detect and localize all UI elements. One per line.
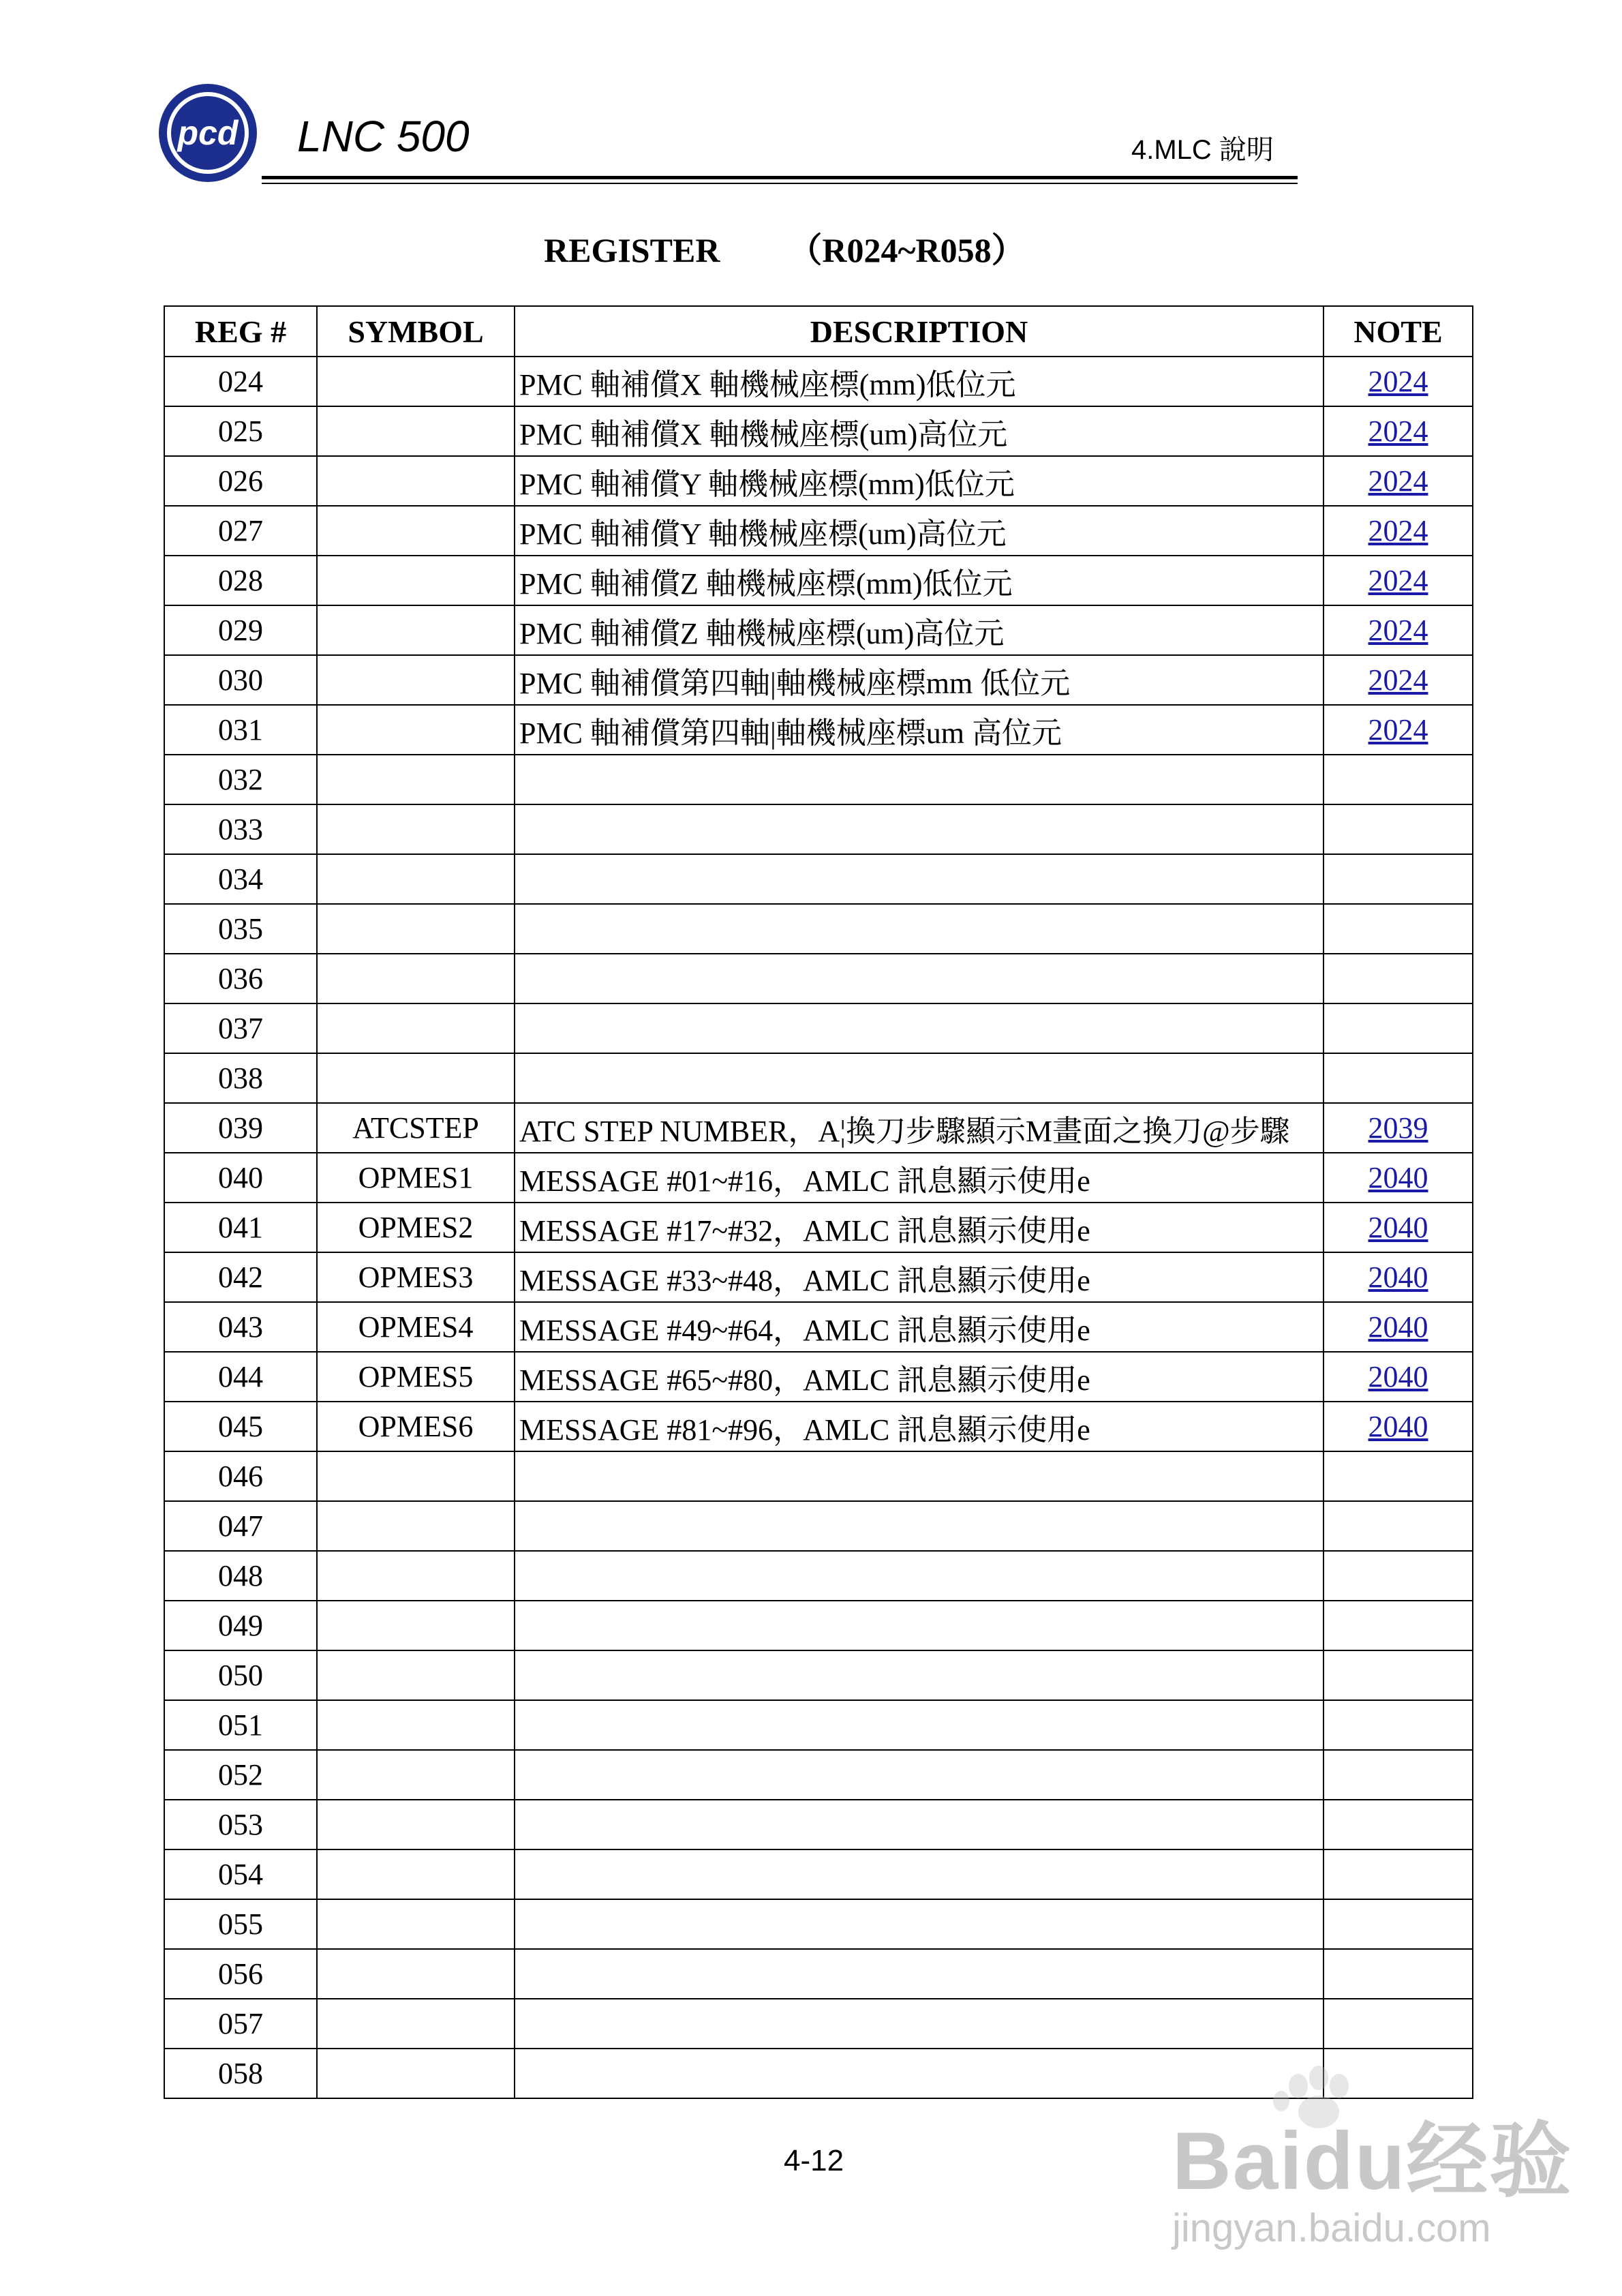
symbol-cell: OPMES5 <box>317 1352 515 1402</box>
table-body <box>164 357 1473 2098</box>
symbol-cell: OPMES2 <box>317 1203 515 1252</box>
reg-number-cell: 048 <box>164 1551 317 1601</box>
table-row <box>164 1103 1473 1153</box>
note-cell <box>1323 854 1473 904</box>
header-description: DESCRIPTION <box>515 306 1323 357</box>
note-cell <box>1323 705 1473 755</box>
reg-number-cell: 038 <box>164 1053 317 1103</box>
reg-number-cell: 026 <box>164 456 317 506</box>
note-cell <box>1323 1650 1473 1700</box>
description-cell: PMC 軸補償X 軸機械座標(um)高位元 <box>515 406 1323 456</box>
note-cell <box>1323 1153 1473 1203</box>
table-row <box>164 1153 1473 1203</box>
symbol-cell <box>317 755 515 804</box>
description-cell <box>515 804 1323 854</box>
table-row <box>164 1203 1473 1252</box>
note-cell <box>1323 406 1473 456</box>
description-cell: PMC 軸補償Z 軸機械座標(mm)低位元 <box>515 556 1323 605</box>
symbol-cell <box>317 1650 515 1700</box>
reg-number-cell: 036 <box>164 954 317 1003</box>
symbol-cell <box>317 854 515 904</box>
note-cell <box>1323 556 1473 605</box>
note-link[interactable]: 2024 <box>1368 663 1428 697</box>
symbol-cell <box>317 1601 515 1650</box>
note-cell <box>1323 605 1473 655</box>
note-cell <box>1323 1451 1473 1501</box>
reg-number-cell: 033 <box>164 804 317 854</box>
table-row <box>164 1352 1473 1402</box>
header-reg: REG # <box>164 306 317 357</box>
logo-text: pcd <box>177 114 239 152</box>
note-link[interactable]: 2024 <box>1368 514 1428 547</box>
description-cell: MESSAGE #17~#32，AMLC 訊息顯示使用e <box>515 1203 1323 1252</box>
note-cell <box>1323 1750 1473 1800</box>
note-cell <box>1323 655 1473 705</box>
symbol-cell: ATCSTEP <box>317 1103 515 1153</box>
symbol-cell <box>317 1053 515 1103</box>
table-row <box>164 1849 1473 1899</box>
description-cell: PMC 軸補償第四軸|軸機械座標mm 低位元 <box>515 655 1323 705</box>
description-cell: PMC 軸補償Y 軸機械座標(um)高位元 <box>515 506 1323 556</box>
description-cell <box>515 954 1323 1003</box>
description-cell <box>515 904 1323 954</box>
symbol-cell <box>317 705 515 755</box>
reg-number-cell: 045 <box>164 1402 317 1451</box>
table-row <box>164 357 1473 406</box>
table-row <box>164 556 1473 605</box>
header-note: NOTE <box>1323 306 1473 357</box>
reg-number-cell: 044 <box>164 1352 317 1402</box>
header-rule <box>262 176 1298 179</box>
note-cell <box>1323 1501 1473 1551</box>
symbol-cell <box>317 357 515 406</box>
reg-number-cell: 056 <box>164 1949 317 1999</box>
register-table <box>164 305 1473 2099</box>
reg-number-cell: 029 <box>164 605 317 655</box>
description-cell <box>515 1999 1323 2049</box>
note-cell <box>1323 1053 1473 1103</box>
table-row <box>164 1750 1473 1800</box>
header-symbol: SYMBOL <box>317 306 515 357</box>
symbol-cell <box>317 1999 515 2049</box>
reg-number-cell: 054 <box>164 1849 317 1899</box>
description-cell <box>515 755 1323 804</box>
reg-number-cell: 042 <box>164 1252 317 1302</box>
table-row <box>164 1650 1473 1700</box>
reg-number-cell: 030 <box>164 655 317 705</box>
note-cell <box>1323 954 1473 1003</box>
reg-number-cell: 051 <box>164 1700 317 1750</box>
note-cell <box>1323 1103 1473 1153</box>
table-header-row <box>164 306 1473 357</box>
reg-number-cell: 028 <box>164 556 317 605</box>
note-cell <box>1323 804 1473 854</box>
symbol-cell <box>317 954 515 1003</box>
note-cell <box>1323 1849 1473 1899</box>
note-cell <box>1323 1601 1473 1650</box>
symbol-cell <box>317 506 515 556</box>
description-cell: MESSAGE #81~#96，AMLC 訊息顯示使用e <box>515 1402 1323 1451</box>
reg-number-cell: 047 <box>164 1501 317 1551</box>
symbol-cell <box>317 605 515 655</box>
table-row <box>164 506 1473 556</box>
note-cell <box>1323 1700 1473 1750</box>
reg-number-cell: 040 <box>164 1153 317 1203</box>
note-link[interactable]: 2024 <box>1368 564 1428 597</box>
reg-number-cell: 043 <box>164 1302 317 1352</box>
description-cell: PMC 軸補償X 軸機械座標(mm)低位元 <box>515 357 1323 406</box>
note-cell <box>1323 1203 1473 1252</box>
brand-title: LNC 500 <box>297 112 470 161</box>
page-title: REGISTER （R024~R058） <box>544 231 1026 269</box>
pcd-logo <box>157 82 259 184</box>
table-row <box>164 1003 1473 1053</box>
table-row <box>164 605 1473 655</box>
description-cell: MESSAGE #49~#64，AMLC 訊息顯示使用e <box>515 1302 1323 1352</box>
reg-number-cell: 034 <box>164 854 317 904</box>
description-cell <box>515 1949 1323 1999</box>
table-row <box>164 755 1473 804</box>
note-link[interactable]: 2040 <box>1368 1161 1428 1194</box>
note-link[interactable]: 2040 <box>1368 1360 1428 1393</box>
note-link[interactable]: 2040 <box>1368 1410 1428 1443</box>
description-cell <box>515 1650 1323 1700</box>
reg-number-cell: 050 <box>164 1650 317 1700</box>
symbol-cell <box>317 1849 515 1899</box>
note-link[interactable]: 2024 <box>1368 414 1428 448</box>
chapter-label: 4.MLC 說明 <box>1131 135 1274 165</box>
table-row <box>164 1402 1473 1451</box>
symbol-cell <box>317 1750 515 1800</box>
note-link[interactable]: 2039 <box>1368 1111 1428 1145</box>
table-row <box>164 406 1473 456</box>
description-cell: PMC 軸補償第四軸|軸機械座標um 高位元 <box>515 705 1323 755</box>
symbol-cell <box>317 655 515 705</box>
symbol-cell <box>317 904 515 954</box>
reg-number-cell: 035 <box>164 904 317 954</box>
description-cell: PMC 軸補償Y 軸機械座標(mm)低位元 <box>515 456 1323 506</box>
description-cell: MESSAGE #01~#16，AMLC 訊息顯示使用e <box>515 1153 1323 1203</box>
description-cell <box>515 1451 1323 1501</box>
reg-number-cell: 058 <box>164 2049 317 2098</box>
reg-number-cell: 024 <box>164 357 317 406</box>
table-row <box>164 456 1473 506</box>
reg-number-cell: 041 <box>164 1203 317 1252</box>
table-row <box>164 1053 1473 1103</box>
table-row <box>164 655 1473 705</box>
note-cell <box>1323 755 1473 804</box>
table-row <box>164 1949 1473 1999</box>
symbol-cell <box>317 1949 515 1999</box>
note-link[interactable]: 2040 <box>1368 1211 1428 1244</box>
note-cell <box>1323 1252 1473 1302</box>
description-cell <box>515 1700 1323 1750</box>
description-cell <box>515 1750 1323 1800</box>
symbol-cell <box>317 1003 515 1053</box>
symbol-cell <box>317 1800 515 1849</box>
table-row <box>164 1700 1473 1750</box>
table-row <box>164 854 1473 904</box>
symbol-cell: OPMES4 <box>317 1302 515 1352</box>
symbol-cell <box>317 456 515 506</box>
note-link[interactable]: 2024 <box>1368 365 1428 398</box>
reg-number-cell: 025 <box>164 406 317 456</box>
note-cell <box>1323 456 1473 506</box>
symbol-cell <box>317 2049 515 2098</box>
table-row <box>164 705 1473 755</box>
table-row <box>164 804 1473 854</box>
table-row <box>164 1252 1473 1302</box>
symbol-cell <box>317 1899 515 1949</box>
description-cell: PMC 軸補償Z 軸機械座標(um)高位元 <box>515 605 1323 655</box>
note-cell <box>1323 1949 1473 1999</box>
reg-number-cell: 052 <box>164 1750 317 1800</box>
symbol-cell <box>317 406 515 456</box>
table-row <box>164 1999 1473 2049</box>
note-cell <box>1323 1352 1473 1402</box>
reg-number-cell: 055 <box>164 1899 317 1949</box>
reg-number-cell: 039 <box>164 1103 317 1153</box>
reg-number-cell: 053 <box>164 1800 317 1849</box>
reg-number-cell: 046 <box>164 1451 317 1501</box>
header-rule-thin <box>262 183 1298 184</box>
symbol-cell: OPMES1 <box>317 1153 515 1203</box>
description-cell <box>515 1849 1323 1899</box>
symbol-cell <box>317 1551 515 1601</box>
reg-number-cell: 049 <box>164 1601 317 1650</box>
description-cell <box>515 1899 1323 1949</box>
description-cell <box>515 1501 1323 1551</box>
table-row <box>164 1451 1473 1501</box>
page-number: 4-12 <box>784 2144 844 2177</box>
description-cell <box>515 1800 1323 1849</box>
description-cell: ATC STEP NUMBER，A¦換刀步驟顯示M畫面之換刀@步驟 <box>515 1103 1323 1153</box>
reg-number-cell: 032 <box>164 755 317 804</box>
table-row <box>164 1501 1473 1551</box>
note-link[interactable]: 2024 <box>1368 614 1428 647</box>
note-link[interactable]: 2024 <box>1368 713 1428 746</box>
table-row <box>164 1302 1473 1352</box>
note-cell <box>1323 1402 1473 1451</box>
note-link[interactable]: 2024 <box>1368 464 1428 498</box>
table-row <box>164 1601 1473 1650</box>
note-cell <box>1323 1800 1473 1849</box>
symbol-cell <box>317 556 515 605</box>
table-row <box>164 1899 1473 1949</box>
description-cell <box>515 1003 1323 1053</box>
note-cell <box>1323 1899 1473 1949</box>
table-row <box>164 1551 1473 1601</box>
symbol-cell: OPMES6 <box>317 1402 515 1451</box>
symbol-cell <box>317 1501 515 1551</box>
reg-number-cell: 037 <box>164 1003 317 1053</box>
symbol-cell: OPMES3 <box>317 1252 515 1302</box>
note-cell <box>1323 1302 1473 1352</box>
description-cell <box>515 1053 1323 1103</box>
reg-number-cell: 057 <box>164 1999 317 2049</box>
note-link[interactable]: 2040 <box>1368 1260 1428 1294</box>
reg-number-cell: 031 <box>164 705 317 755</box>
note-link[interactable]: 2040 <box>1368 1310 1428 1344</box>
note-cell <box>1323 1551 1473 1601</box>
note-cell <box>1323 904 1473 954</box>
watermark-logo-text: Baidu经验 <box>1172 2115 1573 2207</box>
symbol-cell <box>317 804 515 854</box>
table-row <box>164 904 1473 954</box>
note-cell <box>1323 1003 1473 1053</box>
description-cell: MESSAGE #65~#80，AMLC 訊息顯示使用e <box>515 1352 1323 1402</box>
description-cell: MESSAGE #33~#48，AMLC 訊息顯示使用e <box>515 1252 1323 1302</box>
table-row <box>164 954 1473 1003</box>
table-row <box>164 1800 1473 1849</box>
watermark-url: jingyan.baidu.com <box>1172 2206 1491 2250</box>
reg-number-cell: 027 <box>164 506 317 556</box>
note-cell <box>1323 1999 1473 2049</box>
note-cell <box>1323 357 1473 406</box>
symbol-cell <box>317 1451 515 1501</box>
symbol-cell <box>317 1700 515 1750</box>
description-cell <box>515 854 1323 904</box>
note-cell <box>1323 506 1473 556</box>
description-cell <box>515 1601 1323 1650</box>
description-cell <box>515 1551 1323 1601</box>
